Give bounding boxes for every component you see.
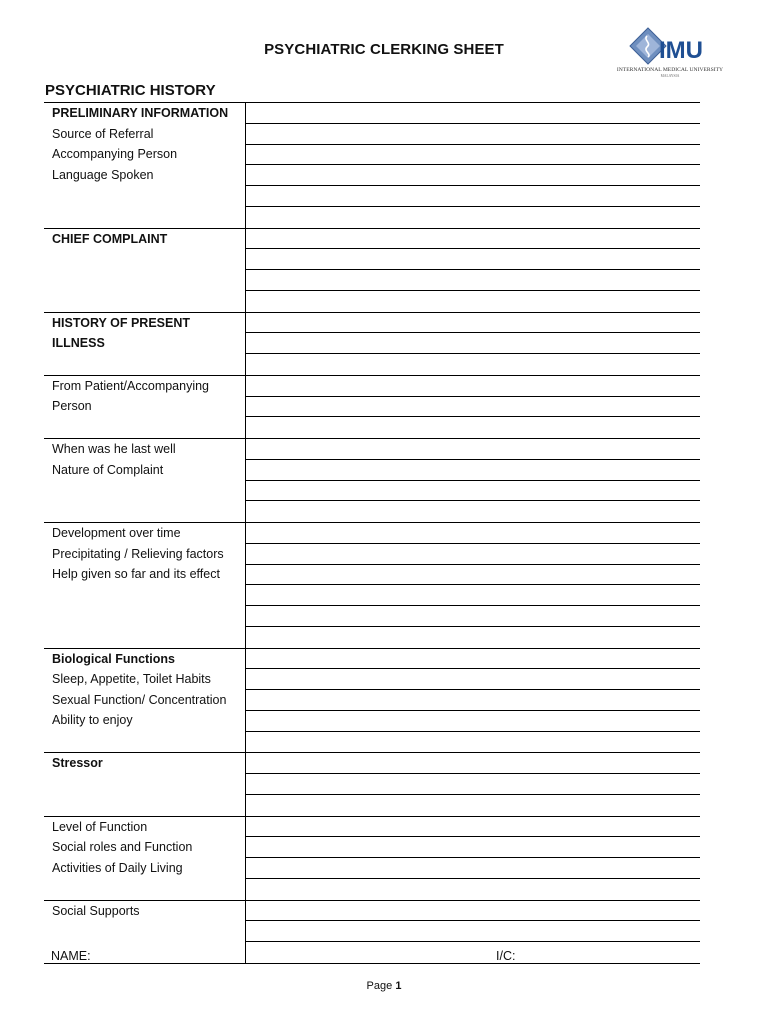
writing-line[interactable] (246, 565, 700, 586)
section-label-cell (44, 375, 246, 438)
writing-line[interactable] (246, 690, 700, 711)
writing-line[interactable] (246, 397, 700, 418)
logo-subtext: INTERNATIONAL MEDICAL UNIVERSITY (616, 67, 724, 73)
field-label: PRELIMINARY INFORMATION (52, 106, 229, 120)
field-label: Biological Functions (52, 651, 175, 666)
writing-line[interactable] (246, 145, 700, 166)
logo-country: MALAYSIA (660, 74, 680, 78)
writing-line[interactable] (246, 165, 700, 186)
field-label: Source of Referral (52, 126, 154, 141)
section-label-cell (44, 753, 246, 816)
writing-line[interactable] (246, 901, 700, 922)
writing-lines-cell (246, 439, 701, 523)
form-section (44, 439, 700, 523)
writing-line[interactable] (246, 270, 700, 291)
writing-line[interactable] (246, 417, 700, 438)
field-label: Nature of Complaint (52, 462, 164, 477)
field-label: ILLNESS (52, 336, 105, 351)
page-number (0, 980, 768, 992)
page-number-value: 1 (395, 980, 402, 992)
imu-logo-graphic (616, 26, 724, 80)
form-section (44, 228, 700, 312)
writing-line[interactable] (246, 376, 700, 397)
field-label: Level of Function (52, 819, 148, 834)
imu-logo (616, 26, 724, 80)
field-label: Language Spoken (52, 167, 154, 182)
writing-line[interactable] (246, 879, 700, 900)
writing-lines-cell (246, 816, 701, 900)
writing-line[interactable] (246, 921, 700, 942)
section-label-cell (44, 439, 246, 523)
field-label: Person (52, 399, 92, 414)
writing-lines-cell (246, 648, 701, 753)
writing-line[interactable] (246, 753, 700, 774)
writing-line[interactable] (246, 501, 700, 522)
section-label-cell (44, 523, 246, 649)
form-section (44, 523, 700, 649)
writing-line[interactable] (246, 627, 700, 648)
writing-line[interactable] (246, 544, 700, 565)
writing-line[interactable] (246, 313, 700, 334)
writing-line[interactable] (246, 858, 700, 879)
field-label: When was he last well (52, 442, 176, 456)
writing-line[interactable] (246, 732, 700, 753)
field-label: CHIEF COMPLAINT (52, 231, 168, 246)
writing-line[interactable] (246, 837, 700, 858)
field-label: From Patient/Accompanying (52, 378, 210, 393)
field-label: Development over time (52, 526, 181, 540)
field-label: Sleep, Appetite, Toilet Habits (52, 672, 211, 687)
logo-wordmark: IMU (659, 37, 703, 64)
field-label: Activities of Daily Living (52, 860, 183, 875)
writing-line[interactable] (246, 817, 700, 838)
section-title: PSYCHIATRIC HISTORY (45, 82, 216, 99)
writing-lines-cell (246, 523, 701, 649)
writing-line[interactable] (246, 585, 700, 606)
writing-lines-cell (246, 900, 701, 963)
writing-line[interactable] (246, 481, 700, 502)
writing-line[interactable] (246, 606, 700, 627)
writing-lines-cell (246, 753, 701, 816)
form-section (44, 753, 700, 816)
page-label: Page (366, 980, 393, 992)
writing-line[interactable] (246, 795, 700, 816)
form-section (44, 900, 700, 963)
field-label: Stressor (52, 756, 103, 771)
form-section (44, 375, 700, 438)
writing-lines-cell (246, 312, 701, 375)
form-section (44, 312, 700, 375)
writing-line[interactable] (246, 333, 700, 354)
document-title: PSYCHIATRIC CLERKING SHEET (264, 41, 504, 58)
field-label: HISTORY OF PRESENT (52, 315, 190, 330)
field-label: Sexual Function/ Concentration (52, 692, 227, 707)
writing-line[interactable] (246, 229, 700, 250)
section-label-cell (44, 312, 246, 375)
ic-label: I/C: (496, 949, 516, 963)
writing-line[interactable] (246, 249, 700, 270)
field-label: Accompanying Person (52, 147, 178, 162)
writing-line[interactable] (246, 460, 700, 481)
writing-line[interactable] (246, 669, 700, 690)
writing-lines-cell (246, 103, 701, 229)
section-label-cell (44, 103, 246, 229)
form-section (44, 103, 700, 229)
field-label: Social roles and Function (52, 840, 193, 855)
writing-line[interactable] (246, 354, 700, 375)
writing-line[interactable] (246, 103, 700, 124)
field-label: Precipitating / Relieving factors (52, 546, 224, 561)
writing-line[interactable] (246, 523, 700, 544)
writing-line[interactable] (246, 124, 700, 145)
writing-line[interactable] (246, 711, 700, 732)
writing-lines-cell (246, 228, 701, 312)
writing-lines-cell (246, 375, 701, 438)
writing-line[interactable] (246, 207, 700, 228)
writing-line[interactable] (246, 186, 700, 207)
form-section (44, 816, 700, 900)
writing-line[interactable] (246, 439, 700, 460)
field-label: Social Supports (52, 903, 140, 918)
section-label-cell (44, 648, 246, 753)
section-label-cell (44, 816, 246, 900)
writing-line[interactable] (246, 942, 700, 963)
field-label: Ability to enjoy (52, 713, 133, 728)
field-label: Help given so far and its effect (52, 567, 220, 582)
writing-line[interactable] (246, 291, 700, 312)
form-section (44, 648, 700, 753)
clerking-form (44, 102, 700, 964)
name-label: NAME: (51, 949, 91, 963)
section-label-cell (44, 228, 246, 312)
writing-line[interactable] (246, 774, 700, 795)
writing-line[interactable] (246, 649, 700, 670)
